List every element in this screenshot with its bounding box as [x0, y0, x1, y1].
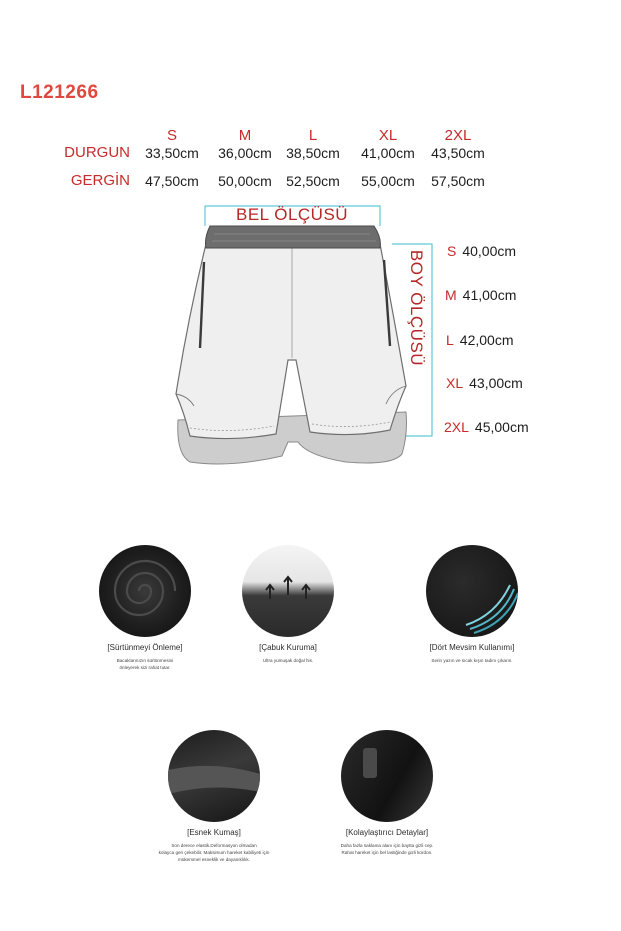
size-header-2xl: 2XL: [444, 127, 472, 144]
feature-title: [Sürtünmeyi Önleme]: [107, 643, 183, 652]
feature-title: [Kolaylaştırıcı Detaylar]: [345, 828, 429, 837]
size-header-m: M: [238, 127, 252, 144]
waist-measure-label: BEL ÖLÇÜSÜ: [236, 205, 349, 224]
feature-all-season: [397, 545, 547, 664]
feature-desc: Daha fazla saklama alanı için baytta gizli cep. Rahat hareket için bel lastiğinde gizli kordon.: [340, 843, 434, 856]
feature-title: [Dört Mevsim Kullanımı]: [429, 643, 515, 652]
table-cell: 47,50cm: [145, 173, 199, 189]
size-header-xl: XL: [378, 127, 398, 144]
table-cell: 38,50cm: [286, 145, 340, 161]
row-label-gergin: GERGİN: [70, 172, 130, 189]
length-item-2xl: 2XL 45,00cm: [444, 419, 529, 435]
table-cell: 52,50cm: [286, 173, 340, 189]
length-item-s: S 40,00cm: [447, 243, 517, 259]
feature-quick-dry: [213, 545, 363, 664]
size-header-s: S: [166, 127, 177, 144]
size-header-l: L: [308, 127, 318, 144]
arrow-up-icon: [284, 577, 292, 595]
length-item-l: L 42,00cm: [446, 332, 514, 348]
table-cell: 33,50cm: [145, 145, 199, 161]
waistband: [206, 226, 381, 248]
table-cell: 41,00cm: [361, 145, 415, 161]
feature-anti-chafe: [70, 545, 220, 671]
length-item-xl: XL 43,00cm: [446, 375, 523, 391]
table-cell: 57,50cm: [431, 173, 485, 189]
feature-title: [Esnek Kumaş]: [187, 828, 241, 837]
arrow-up-icon: [302, 585, 310, 599]
feature-easy-details: [312, 730, 462, 856]
feature-title: [Çabuk Kuruma]: [259, 643, 317, 652]
fabric-stretch-image: [168, 730, 260, 822]
shorts-body: [176, 244, 406, 439]
feature-desc: Son derece elastik.Deformasyon olmadan kolayca geri çekebilir. Maksimum hareket kabiliyeti için mükemmel esneklik ve dayanıklılık.: [158, 843, 270, 863]
table-cell: 36,00cm: [218, 145, 272, 161]
table-cell: 43,50cm: [431, 145, 485, 161]
fabric-season-image: [426, 545, 518, 637]
feature-desc: Serin yazın ve sıcak kışın tadını çıkarın.: [431, 658, 513, 663]
row-label-durgun: DURGUN: [64, 144, 130, 161]
feature-desc: Ultra yumuşak doğal his.: [262, 658, 314, 663]
fabric-swirl-image: [99, 545, 191, 637]
phone-icon: [363, 748, 377, 778]
table-cell: 55,00cm: [361, 173, 415, 189]
fabric-pocket-image: [341, 730, 433, 822]
arrow-up-icon: [266, 585, 274, 599]
product-code: L121266: [20, 82, 99, 103]
feature-desc: Bacaklarınızın sürtünmesini önleyerek sizi rahat tutar.: [116, 658, 174, 671]
table-cell: 50,00cm: [218, 173, 272, 189]
feature-stretch-fabric: [139, 730, 289, 863]
length-item-m: M 41,00cm: [445, 287, 517, 303]
length-measure-label: BOY ÖLÇÜSÜ: [407, 249, 426, 367]
fabric-breathe-image: [242, 545, 334, 637]
